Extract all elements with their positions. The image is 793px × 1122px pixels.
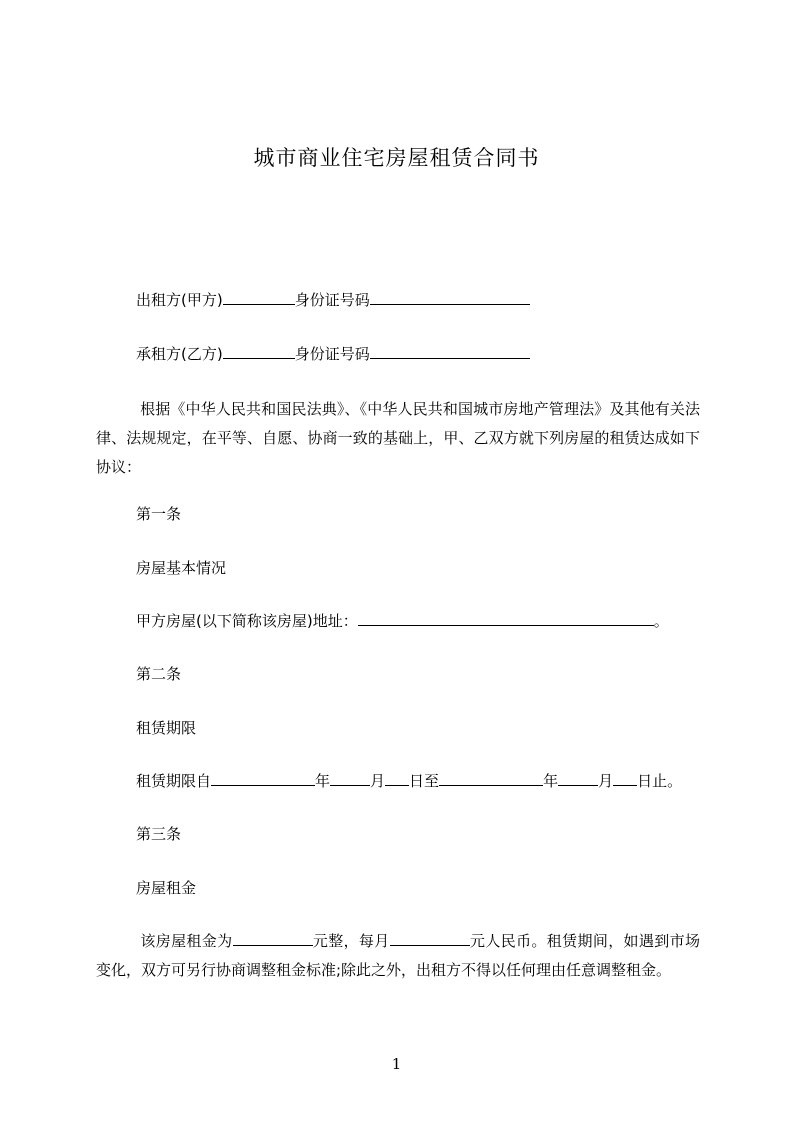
lessor-id-blank xyxy=(370,290,530,305)
rent-monthly-blank xyxy=(390,931,470,946)
article1-heading: 第一条 xyxy=(136,505,182,523)
end-month-blank xyxy=(558,771,598,786)
lessor-line xyxy=(136,290,530,310)
rent-suffix: 元人民币。租赁期间，如遇到市场变化，双方可另行协商调整租金标准;除此之外，出租方不得以任何理由任意调整租金。 xyxy=(96,932,700,979)
article1-subheading: 房屋基本情况 xyxy=(136,559,227,577)
term-line xyxy=(136,771,682,791)
address-blank xyxy=(358,611,654,626)
rent-total-blank xyxy=(233,931,313,946)
lessee-label: 承租方(乙方) xyxy=(136,345,223,363)
end-day-blank xyxy=(613,771,637,786)
start-day-label: 日至 xyxy=(409,772,440,790)
preamble-paragraph xyxy=(96,395,700,482)
lessee-line xyxy=(136,344,530,364)
article2-heading: 第二条 xyxy=(136,665,182,683)
start-month-label: 月 xyxy=(370,772,386,790)
end-month-label: 月 xyxy=(598,772,614,790)
rent-mid: 元整，每月 xyxy=(312,932,390,950)
end-day-label: 日止。 xyxy=(637,772,683,790)
preamble-text: 根据《中华人民共和国民法典》、《中华人民共和国城市房地产管理法》及其他有关法律、法规规定，在平等、自愿、协商一致的基础上，甲、乙双方就下列房屋的租赁达成如下协议： xyxy=(96,400,700,476)
start-day-blank xyxy=(385,771,409,786)
start-month-blank xyxy=(330,771,370,786)
lessee-id-blank xyxy=(370,344,530,359)
lessee-id-label: 身份证号码 xyxy=(294,345,370,363)
article3-heading: 第三条 xyxy=(136,825,182,843)
article2-subheading: 租赁期限 xyxy=(136,719,197,737)
start-year-blank xyxy=(211,771,315,786)
lessor-label: 出租方(甲方) xyxy=(136,291,223,309)
end-year-label: 年 xyxy=(543,772,559,790)
address-line xyxy=(136,611,669,631)
address-label: 甲方房屋(以下简称该房屋)地址： xyxy=(136,612,358,630)
rent-paragraph xyxy=(96,927,700,985)
lessee-name-blank xyxy=(223,344,295,359)
lessor-name-blank xyxy=(223,290,295,305)
term-start-label: 租赁期限自 xyxy=(136,772,212,790)
rent-prefix: 该房屋租金为 xyxy=(140,932,233,950)
start-year-label: 年 xyxy=(315,772,331,790)
page-number: 1 xyxy=(391,1055,402,1073)
document-title: 城市商业住宅房屋租赁合同书 xyxy=(253,146,540,170)
lessor-id-label: 身份证号码 xyxy=(294,291,370,309)
end-year-blank xyxy=(439,771,543,786)
address-end: 。 xyxy=(653,612,669,630)
article3-subheading: 房屋租金 xyxy=(136,879,197,897)
